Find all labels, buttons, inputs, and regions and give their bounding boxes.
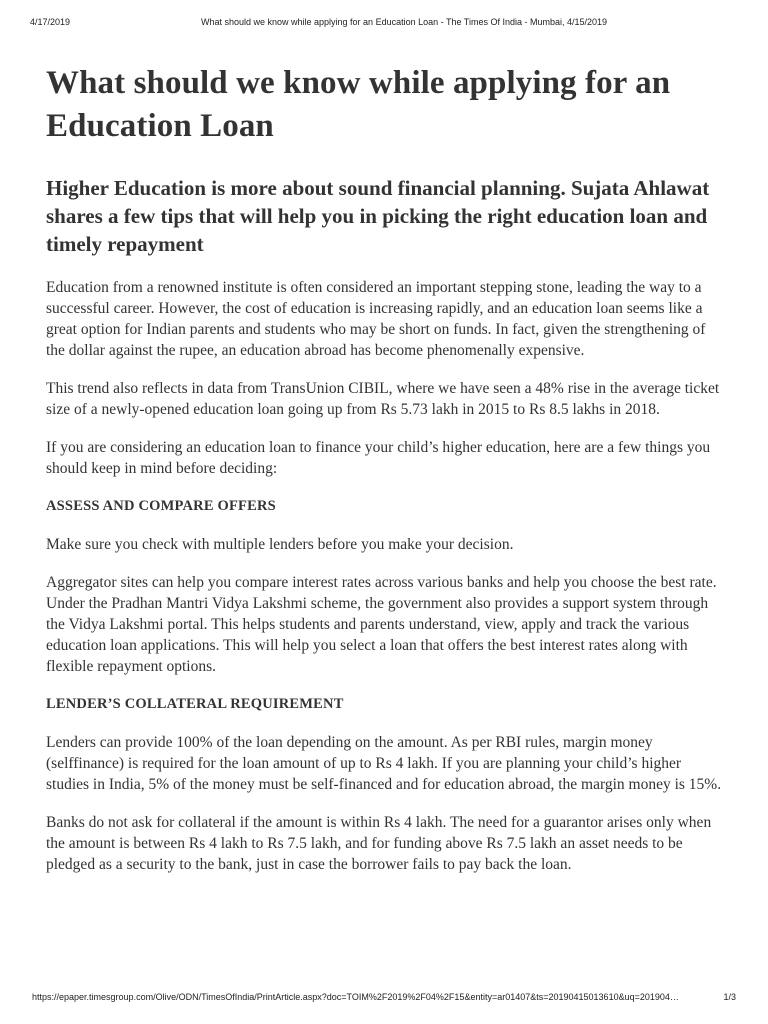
article-paragraph: Education from a renowned institute is often considered an important stepping stone, leading the way to a successful career. However, the cost of education is increasing rapidly, and an education loan seems like a great option for Indian parents and students who may be short on funds. In fact, given the strengthening of the dollar against the rupee, an education abroad has become phenomenally expensive. xyxy=(46,279,706,359)
article xyxy=(46,62,726,892)
article-paragraph: Lenders can provide 100% of the loan depending on the amount. As per RBI rules, margin money (selffinance) is required for the loan amount of up to Rs 4 lakh. If you are planning your child’s higher studies in India, 5% of the money must be self-financed and for education abroad, the margin money is 15%. xyxy=(46,734,722,793)
print-date: 4/17/2019 xyxy=(30,17,71,27)
article-paragraph: This trend also reflects in data from TransUnion CIBIL, where we have seen a 48% rise in the average ticket size of a newly-opened education loan going up from Rs 5.73 lakh in 2015 to Rs 8.5 lakhs in 2018. xyxy=(46,380,720,418)
print-footer xyxy=(32,992,736,1006)
article-paragraph: Aggregator sites can help you compare interest rates across various banks and help you choose the best rate. Under the Pradhan Mantri Vidya Lakshmi scheme, the government also provides a support system through the Vidya Lakshmi portal. This helps students and parents understand, view, apply and track the various education loan applications. This will help you select a loan that offers the best interest rates along with flexible repayment options. xyxy=(46,574,717,675)
article-paragraph: If you are considering an education loan to finance your child’s higher education, here are a few things you should keep in mind before deciding: xyxy=(46,439,711,477)
section-heading-assess-compare: ASSESS AND COMPARE OFFERS xyxy=(46,498,276,514)
section-heading-collateral: LENDER’S COLLATERAL REQUIREMENT xyxy=(46,696,344,712)
print-header xyxy=(30,17,738,31)
article-subtitle: Higher Education is more about sound financial planning. Sujata Ahlawat shares a few tips that will help you in picking the right education loan and timely repayment xyxy=(46,176,710,256)
page-number: 1/3 xyxy=(723,992,736,1002)
article-paragraph: Make sure you check with multiple lenders before you make your decision. xyxy=(46,536,514,553)
article-paragraph: Banks do not ask for collateral if the amount is within Rs 4 lakh. The need for a guarantor arises only when the amount is between Rs 4 lakh to Rs 7.5 lakh, and for funding above Rs 7.5 lakh an asset needs to be pledged as a security to the bank, just in case the borrower fails to pay back the loan. xyxy=(46,814,712,873)
print-url: https://epaper.timesgroup.com/Olive/ODN/TimesOfIndia/PrintArticle.aspx?doc=TOIM%2F2019%2F04%2F15&entity=ar01407&ts=20190415013610&uq=201904… xyxy=(32,992,679,1002)
print-document-title: What should we know while applying for an Education Loan - The Times Of India - Mumbai, 4/15/2019 xyxy=(200,17,608,27)
article-title: What should we know while applying for an Education Loan xyxy=(46,65,671,144)
